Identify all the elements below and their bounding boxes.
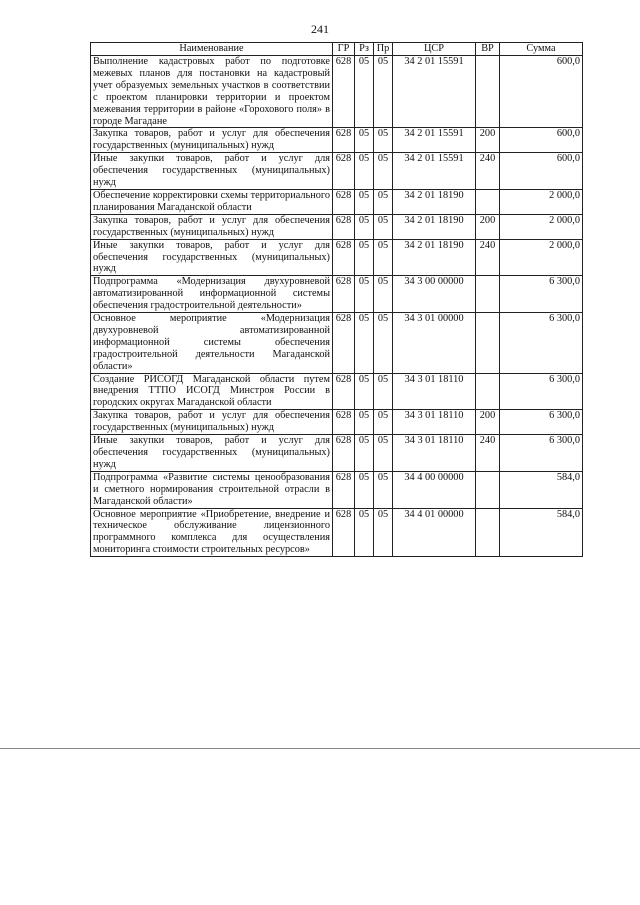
row-name: Иные закупки товаров, работ и услуг для обеспечения государственных (муниципальных) нужд [91, 239, 333, 276]
table-body [91, 56, 583, 557]
row-rz: 05 [355, 239, 374, 276]
row-vr: 240 [476, 153, 500, 190]
row-name: Выполнение кадастровых работ по подготовке межевых планов для постановки на кадастровый учет образуемых земельных участков в соответствии с проектом планировки территории и проектом межевания территории в районе «Горохового поля» в городе Магадане [91, 56, 333, 128]
row-name: Подпрограмма «Развитие системы ценообразования и сметного нормирования строительной отрасли в Магаданской области» [91, 471, 333, 508]
row-csr: 34 4 01 00000 [393, 508, 476, 557]
row-name: Закупка товаров, работ и услуг для обеспечения государственных (муниципальных) нужд [91, 410, 333, 435]
row-vr [476, 56, 500, 128]
row-csr: 34 3 01 18110 [393, 435, 476, 472]
table-row [91, 214, 583, 239]
row-sum: 6 300,0 [500, 276, 583, 313]
row-pr: 05 [374, 435, 393, 472]
row-rz: 05 [355, 373, 374, 410]
row-name: Основное мероприятие «Модернизация двухуровневой автоматизированной информационной системы обеспечения градостроительной деятельности Магаданской области» [91, 313, 333, 374]
table-row [91, 153, 583, 190]
row-rz: 05 [355, 56, 374, 128]
row-gr: 628 [333, 214, 355, 239]
row-csr: 34 4 00 00000 [393, 471, 476, 508]
row-csr: 34 3 01 18110 [393, 373, 476, 410]
row-rz: 05 [355, 189, 374, 214]
row-vr [476, 189, 500, 214]
row-sum: 6 300,0 [500, 435, 583, 472]
row-gr: 628 [333, 410, 355, 435]
row-csr: 34 2 01 15591 [393, 153, 476, 190]
row-sum: 2 000,0 [500, 239, 583, 276]
header-vr: ВР [476, 43, 500, 56]
row-pr: 05 [374, 373, 393, 410]
row-vr [476, 471, 500, 508]
row-csr: 34 2 01 15591 [393, 128, 476, 153]
header-gr: ГР [333, 43, 355, 56]
table-row [91, 435, 583, 472]
table-row [91, 56, 583, 128]
row-gr: 628 [333, 153, 355, 190]
row-pr: 05 [374, 239, 393, 276]
row-vr: 240 [476, 435, 500, 472]
row-sum: 584,0 [500, 471, 583, 508]
row-rz: 05 [355, 410, 374, 435]
row-pr: 05 [374, 410, 393, 435]
row-sum: 2 000,0 [500, 214, 583, 239]
row-rz: 05 [355, 471, 374, 508]
row-rz: 05 [355, 128, 374, 153]
table-row [91, 239, 583, 276]
row-name: Основное мероприятие «Приобретение, внедрение и техническое обслуживание лицензионного программного комплекса для осуществления мониторинга стоимости строительных ресурсов» [91, 508, 333, 557]
footer-divider [0, 748, 640, 749]
table-row [91, 373, 583, 410]
row-pr: 05 [374, 276, 393, 313]
row-csr: 34 2 01 18190 [393, 214, 476, 239]
row-sum: 584,0 [500, 508, 583, 557]
header-csr: ЦСР [393, 43, 476, 56]
row-csr: 34 2 01 18190 [393, 189, 476, 214]
row-pr: 05 [374, 214, 393, 239]
row-csr: 34 3 00 00000 [393, 276, 476, 313]
row-vr [476, 313, 500, 374]
row-vr [476, 508, 500, 557]
row-pr: 05 [374, 471, 393, 508]
table-row [91, 508, 583, 557]
row-csr: 34 2 01 15591 [393, 56, 476, 128]
table-row [91, 276, 583, 313]
row-gr: 628 [333, 276, 355, 313]
row-vr: 200 [476, 128, 500, 153]
row-gr: 628 [333, 373, 355, 410]
table-row [91, 410, 583, 435]
row-gr: 628 [333, 239, 355, 276]
row-sum: 6 300,0 [500, 410, 583, 435]
row-rz: 05 [355, 508, 374, 557]
row-rz: 05 [355, 313, 374, 374]
row-rz: 05 [355, 153, 374, 190]
row-name: Иные закупки товаров, работ и услуг для обеспечения государственных (муниципальных) нужд [91, 153, 333, 190]
row-gr: 628 [333, 128, 355, 153]
row-pr: 05 [374, 189, 393, 214]
table-header-row [91, 43, 583, 56]
row-sum: 600,0 [500, 56, 583, 128]
row-pr: 05 [374, 128, 393, 153]
row-vr [476, 373, 500, 410]
row-name: Создание РИСОГД Магаданской области путем внедрения ТТПО ИСОГД Минстроя России в городских округах Магаданской области [91, 373, 333, 410]
row-pr: 05 [374, 313, 393, 374]
row-sum: 600,0 [500, 153, 583, 190]
row-vr [476, 276, 500, 313]
row-rz: 05 [355, 435, 374, 472]
row-vr: 200 [476, 410, 500, 435]
row-name: Закупка товаров, работ и услуг для обеспечения государственных (муниципальных) нужд [91, 214, 333, 239]
row-vr: 240 [476, 239, 500, 276]
table-row [91, 313, 583, 374]
row-name: Подпрограмма «Модернизация двухуровневой автоматизированной информационной системы обеспечения градостроительной деятельности» [91, 276, 333, 313]
header-rz: Рз [355, 43, 374, 56]
row-csr: 34 2 01 18190 [393, 239, 476, 276]
row-gr: 628 [333, 56, 355, 128]
row-csr: 34 3 01 18110 [393, 410, 476, 435]
row-vr: 200 [476, 214, 500, 239]
row-csr: 34 3 01 00000 [393, 313, 476, 374]
row-name: Закупка товаров, работ и услуг для обеспечения государственных (муниципальных) нужд [91, 128, 333, 153]
row-gr: 628 [333, 508, 355, 557]
row-gr: 628 [333, 435, 355, 472]
header-sum: Сумма [500, 43, 583, 56]
row-rz: 05 [355, 276, 374, 313]
row-name: Иные закупки товаров, работ и услуг для обеспечения государственных (муниципальных) нужд [91, 435, 333, 472]
row-pr: 05 [374, 153, 393, 190]
row-gr: 628 [333, 313, 355, 374]
row-sum: 600,0 [500, 128, 583, 153]
table-row [91, 471, 583, 508]
table-row [91, 189, 583, 214]
header-name: Наименование [91, 43, 333, 56]
row-sum: 6 300,0 [500, 373, 583, 410]
page-number: 241 [311, 22, 329, 36]
row-sum: 6 300,0 [500, 313, 583, 374]
budget-table [90, 42, 583, 557]
row-rz: 05 [355, 214, 374, 239]
table-row [91, 128, 583, 153]
row-sum: 2 000,0 [500, 189, 583, 214]
row-gr: 628 [333, 471, 355, 508]
row-pr: 05 [374, 56, 393, 128]
row-pr: 05 [374, 508, 393, 557]
header-pr: Пр [374, 43, 393, 56]
row-name: Обеспечение корректировки схемы территориального планирования Магаданской области [91, 189, 333, 214]
row-gr: 628 [333, 189, 355, 214]
